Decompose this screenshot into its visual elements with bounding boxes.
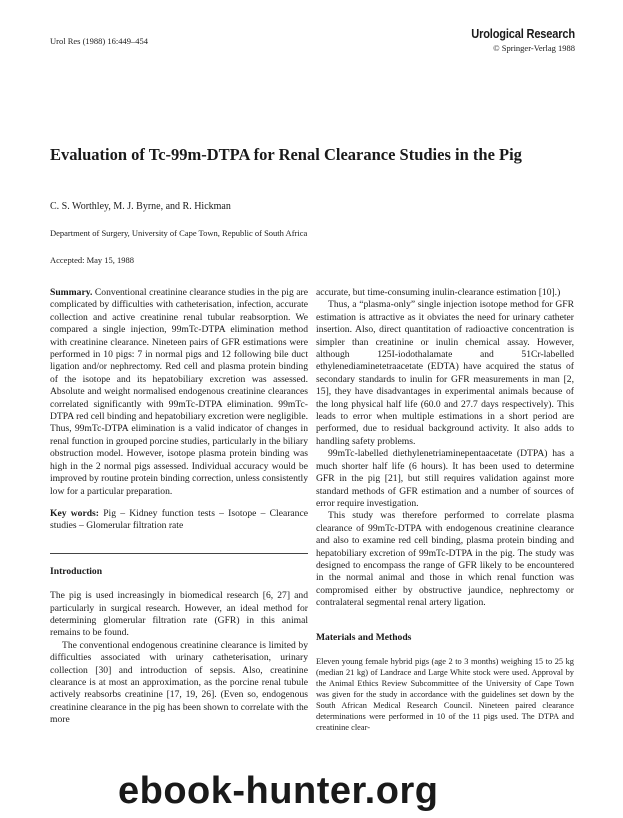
accepted-date: Accepted: May 15, 1988 <box>50 255 135 265</box>
intro-paragraph-2: The conventional endogenous creatinine clearance is limited by difficulties associated with urinary catheterisation, urinary collection [30] and introduction of sepsis. Also, creatinine clearance is at most an approximation, as the porcine renal tubule actively reabsorbs creatinine [17, 19, 26]. (Even so, endogenous creatinine clearance in the pig has been shown to correlate with the more <box>50 639 308 726</box>
abstract-text: Conventional creatinine clearance studies in the pig are complicated by difficulties with catheterisation, infection, accurate collection and active creatinine renal tubular reabsorption. We compared a single injection, 99mTc-DTPA elimination method with creatinine clearance. Nineteen pairs of GFR estimations were performed in 10 pigs: 7 in normal pigs and 12 following bile duct ligation and/or nephrectomy. Red cell and plasma protein binding of the isotope and its hepatobiliary excretion was assessed. Absolute and weight normalised endogenous creatinine clearances correlated significantly with 99mTc-DTPA elimination. 99mTc-DTPA red cell binding and hepatobiliary excretion were negligible. Thus, 99mTc-DTPA elimination is a valid indicator of changes in renal function in grouped porcine studies, particularly in the biliary obstruction model. However, isotope plasma protein binding was high in the 2 normal pigs assessed. Individual accuracy would be improved by routine protein binding correction, unless consistently low for a particular preparation. <box>50 287 308 497</box>
section-divider <box>50 553 308 554</box>
journal-citation: Urol Res (1988) 16:449–454 <box>50 36 148 46</box>
intro-paragraph-1: The pig is used increasingly in biomedical research [6, 27] and particularly in surgical research. However, an ideal method for determining glomerular filtration rate (GFR) in this animal remains to be found. <box>50 590 308 639</box>
intro-paragraph-4: Thus, a “plasma-only” single injection isotope method for GFR estimation is attractive as it obviates the need for urinary catheter insertion. Also, direct quantitation of radioactive concentration is simpler than creatinine or inulin chemical assay. However, although 125I-iodothalamate and 51Cr-labelled ethylenediaminetetraacetate (EDTA) have acquired the status of secondary standards to inulin for GFR measurements in man [2, 15], they have disadvantages in experimental animals because of the long physical half life (60.0 and 27.7 days respectively). This leads to error when multiple estimations in a short period are performed, due to residual background activity. It also adds to handling safety problems. <box>316 299 574 447</box>
intro-paragraph-6: This study was therefore performed to correlate plasma clearance of 99mTc-DTPA with endogenous creatinine clearance and also to examine red cell binding, plasma protein binding and hepatobiliary excretion of 99mTc-DTPA in the pig. The study was designed to encompass the range of GFR likely to be encountered in the normal animal and those in which renal function was compromised either by obstructive jaundice, nephrectomy or contralateral segmental renal artery ligation. <box>316 510 574 609</box>
author-list: C. S. Worthley, M. J. Byrne, and R. Hickman <box>50 201 231 212</box>
keywords-label: Key words: <box>50 507 99 519</box>
journal-name: Urological Research <box>471 26 575 41</box>
affiliation: Department of Surgery, University of Cape Town, Republic of South Africa <box>50 228 308 238</box>
methods-heading: Materials and Methods <box>316 631 412 643</box>
journal-masthead <box>453 26 575 53</box>
introduction-heading: Introduction <box>50 565 103 577</box>
keywords-text: Pig – Kidney function tests – Isotope – Clearance studies – Glomerular filtration rate <box>50 507 308 532</box>
abstract-label: Summary. <box>50 287 93 298</box>
right-column <box>316 287 574 733</box>
publisher-line: © Springer-Verlag 1988 <box>493 43 575 53</box>
intro-paragraph-3: accurate, but time-consuming inulin-clearance estimation [10].) <box>316 287 561 298</box>
left-column <box>50 287 308 727</box>
abstract <box>50 287 308 498</box>
watermark: ebook-hunter.org <box>118 770 439 812</box>
methods-paragraph-1: Eleven young female hybrid pigs (age 2 to 3 months) weighing 15 to 25 kg (median 21 kg) of Landrace and Large White stock were used. Approval by the Animal Ethics Review Subcommittee of the University of Cape Town was given for the study in accordance with the guidelines set down by the South African Medical Research Council. Nineteen paired clearance determinations were performed in 10 of the 11 pigs used. The DTPA and creatinine clear- <box>316 656 574 732</box>
article-title: Evaluation of Tc-99m-DTPA for Renal Clearance Studies in the Pig <box>50 145 522 164</box>
intro-paragraph-5: 99mTc-labelled diethylenetriaminepentaacetate (DTPA) has a much shorter half life (6 hours). It has been used to determine GFR in the pig [21], but still requires validation against more standard methods of GFR estimation and a number of sources of error require investigation. <box>316 448 574 509</box>
keywords <box>50 508 308 533</box>
